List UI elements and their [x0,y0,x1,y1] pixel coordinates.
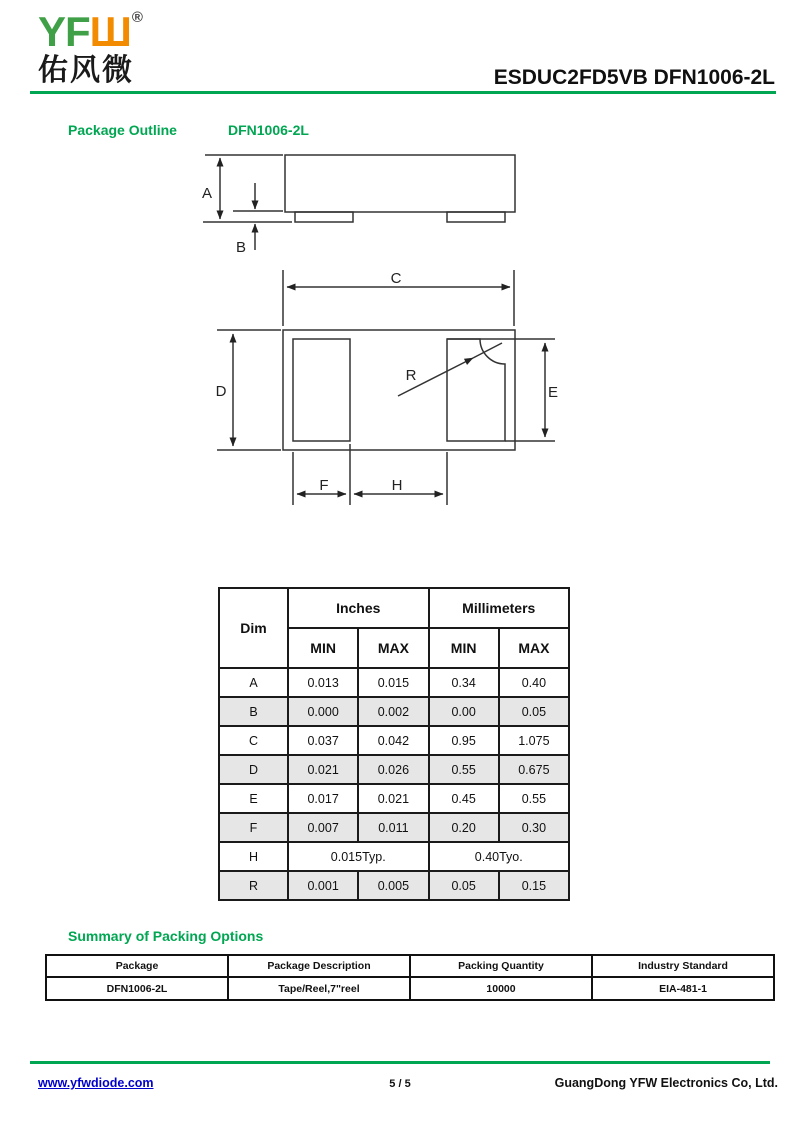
dim-table-header-inches: Inches [288,588,429,628]
cell-dim: R [219,871,288,900]
package-name-label: DFN1006-2L [228,122,309,138]
packing-header-standard: Industry Standard [592,955,774,977]
cell-value: 0.55 [429,755,499,784]
footer-divider-line [30,1061,770,1064]
dim-table-header-min-inches: MIN [288,628,358,668]
table-row [219,842,569,871]
cell-value: 0.95 [429,726,499,755]
cell-value: 0.042 [358,726,428,755]
dim-label-d: D [215,383,227,400]
cell-value: 0.005 [358,871,428,900]
packing-options-heading: Summary of Packing Options [68,928,264,944]
cell-dim: F [219,813,288,842]
table-row [219,668,569,697]
logo-w-glyph: Ш [89,8,131,55]
cell-dim: B [219,697,288,726]
cell-value-merged-mm: 0.40Tyo. [429,842,570,871]
dim-table-header-min-mm: MIN [429,628,499,668]
packing-cell-standard: EIA-481-1 [592,977,774,1000]
cell-value: 0.55 [499,784,569,813]
company-name: GuangDong YFW Electronics Co, Ltd. [554,1076,778,1090]
cell-dim: E [219,784,288,813]
page-number: 5 / 5 [389,1078,411,1090]
cell-value: 0.011 [358,813,428,842]
cell-value: 0.021 [358,784,428,813]
cell-value: 0.013 [288,668,358,697]
header-divider-line [30,91,776,94]
cell-dim: A [219,668,288,697]
table-row [219,784,569,813]
dim-label-e: E [547,384,559,401]
cell-value: 0.007 [288,813,358,842]
dim-table-header-max-mm: MAX [499,628,569,668]
side-view [203,155,515,250]
cell-value: 0.05 [429,871,499,900]
table-row [219,813,569,842]
packing-cell-package: DFN1006-2L [46,977,228,1000]
dim-label-c: C [390,270,402,287]
cell-value: 0.15 [499,871,569,900]
packing-data-row [46,977,774,1000]
cell-value: 1.075 [499,726,569,755]
logo-chinese-name: 佑风微 [38,54,134,87]
table-row [219,726,569,755]
yfw-logo-mark [38,10,142,53]
cell-value: 0.34 [429,668,499,697]
cell-value: 0.000 [288,697,358,726]
dim-table-header-dim: Dim [219,588,288,668]
dimension-table [218,587,570,901]
packing-header-package: Package [46,955,228,977]
cell-value: 0.45 [429,784,499,813]
packing-header-row [46,955,774,977]
table-row [219,697,569,726]
cell-value: 0.021 [288,755,358,784]
package-outline-drawing [0,140,620,515]
cell-value: 0.002 [358,697,428,726]
dim-label-b: B [235,239,247,256]
yfw-logo [38,10,142,86]
cell-value: 0.00 [429,697,499,726]
logo-yf-text: YF [38,8,90,55]
cell-value: 0.40 [499,668,569,697]
cell-dim: C [219,726,288,755]
document-title: ESDUC2FD5VB DFN1006-2L [493,66,775,89]
packing-cell-quantity: 10000 [410,977,592,1000]
cell-dim: H [219,842,288,871]
dim-table-header-max-inches: MAX [358,628,428,668]
cell-value: 0.015 [358,668,428,697]
cell-value: 0.017 [288,784,358,813]
registered-trademark-icon: ® [131,9,142,26]
cell-value: 0.05 [499,697,569,726]
cell-value: 0.026 [358,755,428,784]
website-link[interactable]: www.yfwdiode.com [38,1076,154,1090]
cell-value: 0.675 [499,755,569,784]
table-row [219,871,569,900]
package-outline-heading: Package Outline [68,122,177,138]
packing-header-description: Package Description [228,955,410,977]
top-view [217,270,555,505]
cell-value: 0.30 [499,813,569,842]
cell-value: 0.20 [429,813,499,842]
packing-options-table [45,954,775,1001]
dim-table-header-millimeters: Millimeters [429,588,570,628]
cell-value: 0.001 [288,871,358,900]
dim-label-a: A [201,185,213,202]
cell-dim: D [219,755,288,784]
dim-label-f: F [319,477,329,494]
dim-label-h: H [391,477,403,494]
table-row [219,755,569,784]
cell-value-merged-inches: 0.015Typ. [288,842,429,871]
dim-label-r: R [405,367,417,384]
packing-header-quantity: Packing Quantity [410,955,592,977]
packing-cell-description: Tape/Reel,7"reel [228,977,410,1000]
cell-value: 0.037 [288,726,358,755]
